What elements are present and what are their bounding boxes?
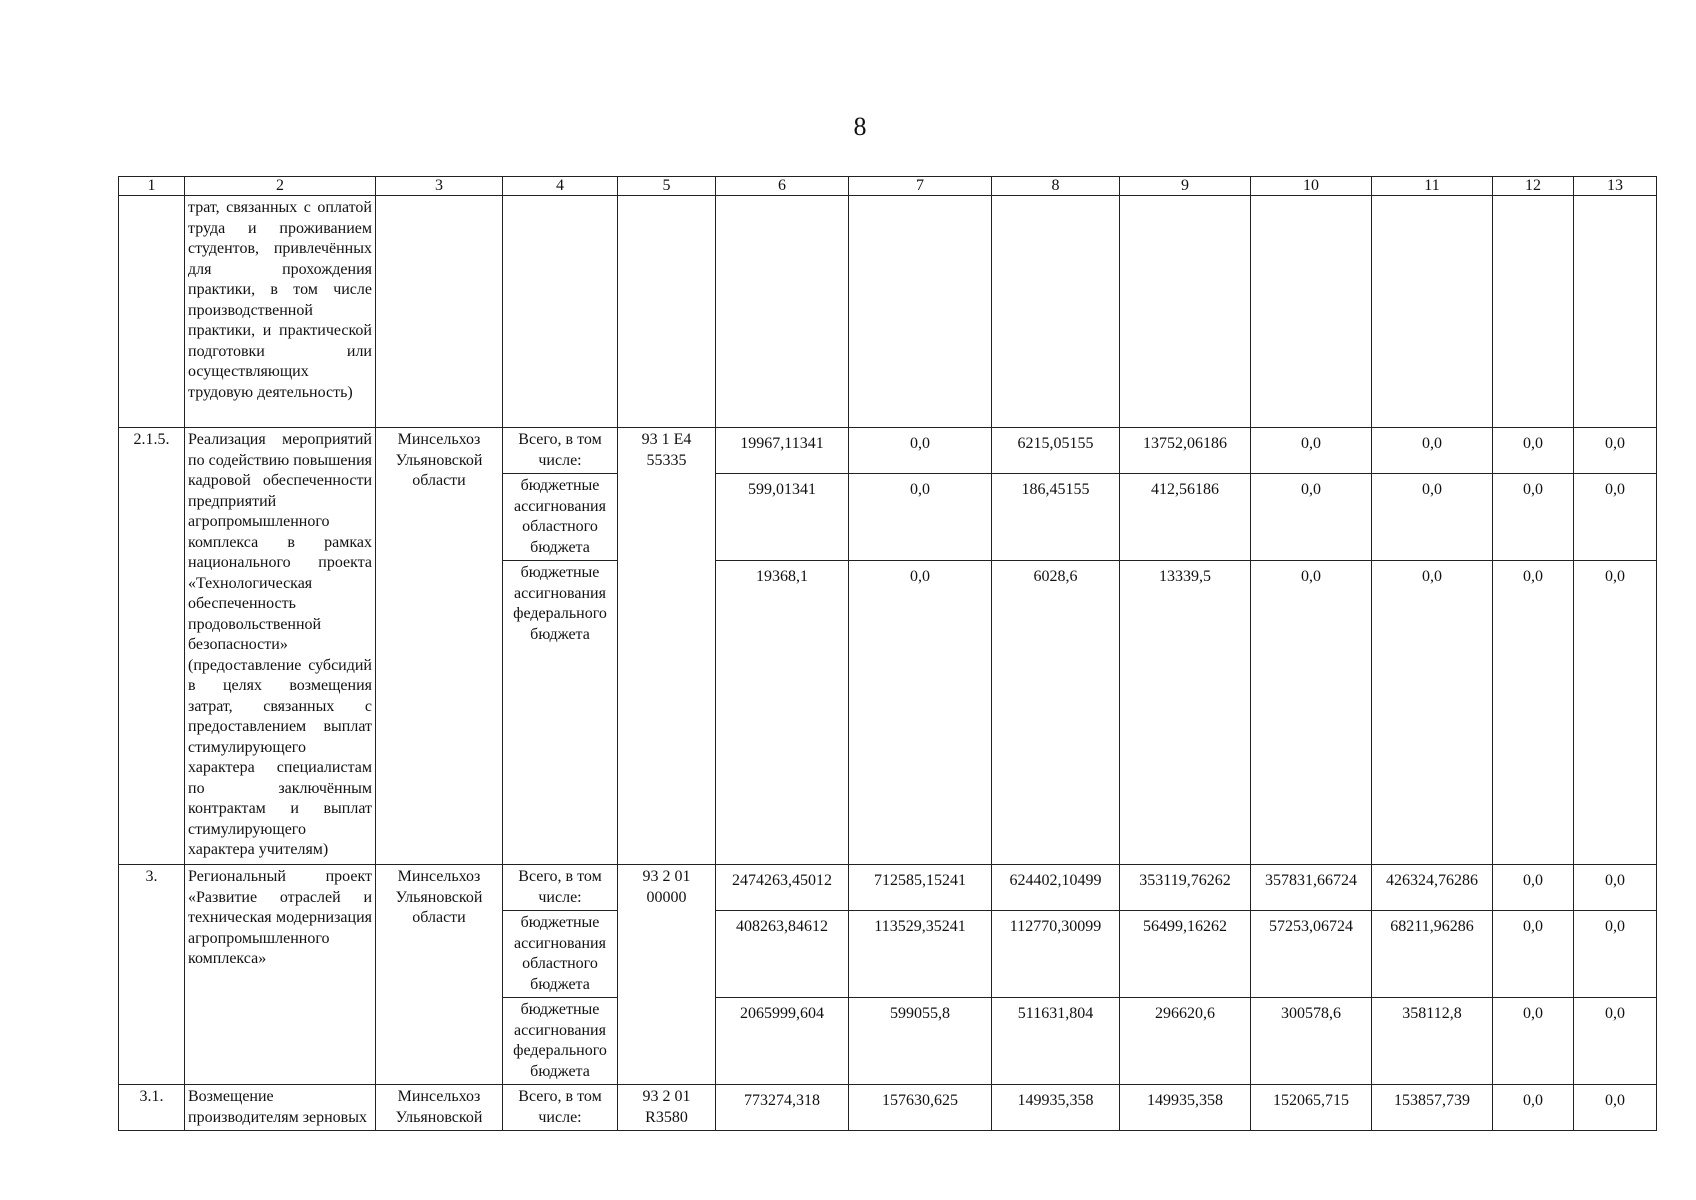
amount-cell: 0,0 [1574, 998, 1657, 1085]
amount-cell: 113529,35241 [849, 911, 992, 998]
amount-cell: 599055,8 [849, 998, 992, 1085]
funding-source: бюджетные ассигнования федерального бюджета [503, 998, 618, 1085]
funding-source [503, 196, 618, 428]
amount-cell: 0,0 [1574, 865, 1657, 911]
amount-cell: 186,45155 [992, 474, 1120, 561]
amount-cell: 0,0 [1574, 474, 1657, 561]
executor: Минсельхоз Ульяновской [376, 1085, 503, 1131]
amount-cell: 0,0 [849, 474, 992, 561]
amount-cell: 149935,358 [1120, 1085, 1251, 1131]
column-header: 3 [376, 177, 503, 196]
amount-cell [1120, 196, 1251, 428]
amount-cell: 300578,6 [1251, 998, 1372, 1085]
amount-cell: 0,0 [1493, 911, 1574, 998]
page-number: 8 [853, 112, 867, 141]
amount-cell: 112770,30099 [992, 911, 1120, 998]
amount-cell: 0,0 [1372, 474, 1493, 561]
budget-code: 93 1 Е4 55335 [618, 428, 716, 865]
amount-cell: 0,0 [1372, 561, 1493, 865]
amount-cell: 2474263,45012 [716, 865, 849, 911]
amount-cell [1493, 196, 1574, 428]
amount-cell: 0,0 [1493, 428, 1574, 474]
amount-cell [1372, 196, 1493, 428]
amount-cell [1574, 196, 1657, 428]
amount-cell: 353119,76262 [1120, 865, 1251, 911]
amount-cell: 511631,804 [992, 998, 1120, 1085]
funding-source: Всего, в том числе: [503, 428, 618, 474]
amount-cell: 0,0 [1251, 428, 1372, 474]
budget-code [618, 196, 716, 428]
amount-cell [992, 196, 1120, 428]
column-header: 7 [849, 177, 992, 196]
table-row [119, 865, 1657, 911]
amount-cell: 624402,10499 [992, 865, 1120, 911]
amount-cell: 426324,76286 [1372, 865, 1493, 911]
amount-cell: 57253,06724 [1251, 911, 1372, 998]
amount-cell: 0,0 [1574, 911, 1657, 998]
amount-cell: 773274,318 [716, 1085, 849, 1131]
table-row [119, 1085, 1657, 1131]
row-number: 3.1. [119, 1085, 185, 1131]
funding-source: бюджетные ассигнования федерального бюджета [503, 561, 618, 865]
column-header: 13 [1574, 177, 1657, 196]
amount-cell: 0,0 [1574, 561, 1657, 865]
amount-cell: 152065,715 [1251, 1085, 1372, 1131]
amount-cell: 0,0 [1493, 865, 1574, 911]
amount-cell: 357831,66724 [1251, 865, 1372, 911]
amount-cell: 2065999,604 [716, 998, 849, 1085]
item-name: Возмещение производителям зерновых [185, 1085, 376, 1131]
item-name: трат, связанных с оплатой труда и проживанием студентов, привлечённых для прохождения практики, в том числе производственной практики, и практической подготовки или осуществляющих трудовую деятельность) [185, 196, 376, 428]
amount-cell: 0,0 [1251, 474, 1372, 561]
column-header: 10 [1251, 177, 1372, 196]
amount-cell: 0,0 [1372, 428, 1493, 474]
amount-cell: 157630,625 [849, 1085, 992, 1131]
row-number: 2.1.5. [119, 428, 185, 865]
amount-cell: 19967,11341 [716, 428, 849, 474]
column-header: 5 [618, 177, 716, 196]
amount-cell: 0,0 [1574, 428, 1657, 474]
column-header: 11 [1372, 177, 1493, 196]
column-header: 9 [1120, 177, 1251, 196]
column-header: 12 [1493, 177, 1574, 196]
amount-cell: 296620,6 [1120, 998, 1251, 1085]
amount-cell: 599,01341 [716, 474, 849, 561]
amount-cell: 153857,739 [1372, 1085, 1493, 1131]
funding-source: бюджетные ассигнования областного бюджета [503, 474, 618, 561]
funding-source: бюджетные ассигнования областного бюджета [503, 911, 618, 998]
table-row [119, 196, 1657, 428]
amount-cell: 6028,6 [992, 561, 1120, 865]
amount-cell: 13339,5 [1120, 561, 1251, 865]
column-header: 1 [119, 177, 185, 196]
amount-cell [849, 196, 992, 428]
budget-code: 93 2 01 00000 [618, 865, 716, 1085]
amount-cell: 0,0 [1493, 998, 1574, 1085]
executor: Минсельхоз Ульяновской области [376, 428, 503, 865]
column-header: 6 [716, 177, 849, 196]
amount-cell: 408263,84612 [716, 911, 849, 998]
item-name: Реализация мероприятий по содействию повышения кадровой обеспеченности предприятий агропромышленного комплекса в рамках национального проекта «Технологическая обеспеченность продовольственной безопасности» (предоставление субсидий в целях возмещения затрат, связанных с предоставлением выплат стимулирующего характера специалистам по заключённым контрактам и выплат стимулирующего характера учителям) [185, 428, 376, 865]
item-name: Региональный проект «Развитие отраслей и техническая модернизация агропромышленного комплекса» [185, 865, 376, 1085]
executor: Минсельхоз Ульяновской области [376, 865, 503, 1085]
amount-cell: 0,0 [849, 428, 992, 474]
column-header: 4 [503, 177, 618, 196]
column-header: 2 [185, 177, 376, 196]
row-number: 3. [119, 865, 185, 1085]
row-number [119, 196, 185, 428]
amount-cell: 0,0 [1493, 474, 1574, 561]
amount-cell: 0,0 [1574, 1085, 1657, 1131]
amount-cell [1251, 196, 1372, 428]
funding-source: Всего, в том числе: [503, 865, 618, 911]
table-row [119, 428, 1657, 474]
amount-cell: 712585,15241 [849, 865, 992, 911]
amount-cell: 412,56186 [1120, 474, 1251, 561]
amount-cell: 0,0 [849, 561, 992, 865]
amount-cell: 0,0 [1493, 1085, 1574, 1131]
amount-cell [716, 196, 849, 428]
budget-table [118, 176, 1657, 1131]
amount-cell: 0,0 [1493, 561, 1574, 865]
executor [376, 196, 503, 428]
amount-cell: 149935,358 [992, 1085, 1120, 1131]
amount-cell: 358112,8 [1372, 998, 1493, 1085]
column-header: 8 [992, 177, 1120, 196]
header-row [119, 177, 1657, 196]
funding-source: Всего, в том числе: [503, 1085, 618, 1131]
budget-code: 93 2 01 R3580 [618, 1085, 716, 1131]
amount-cell: 13752,06186 [1120, 428, 1251, 474]
amount-cell: 68211,96286 [1372, 911, 1493, 998]
amount-cell: 6215,05155 [992, 428, 1120, 474]
amount-cell: 19368,1 [716, 561, 849, 865]
amount-cell: 56499,16262 [1120, 911, 1251, 998]
amount-cell: 0,0 [1251, 561, 1372, 865]
